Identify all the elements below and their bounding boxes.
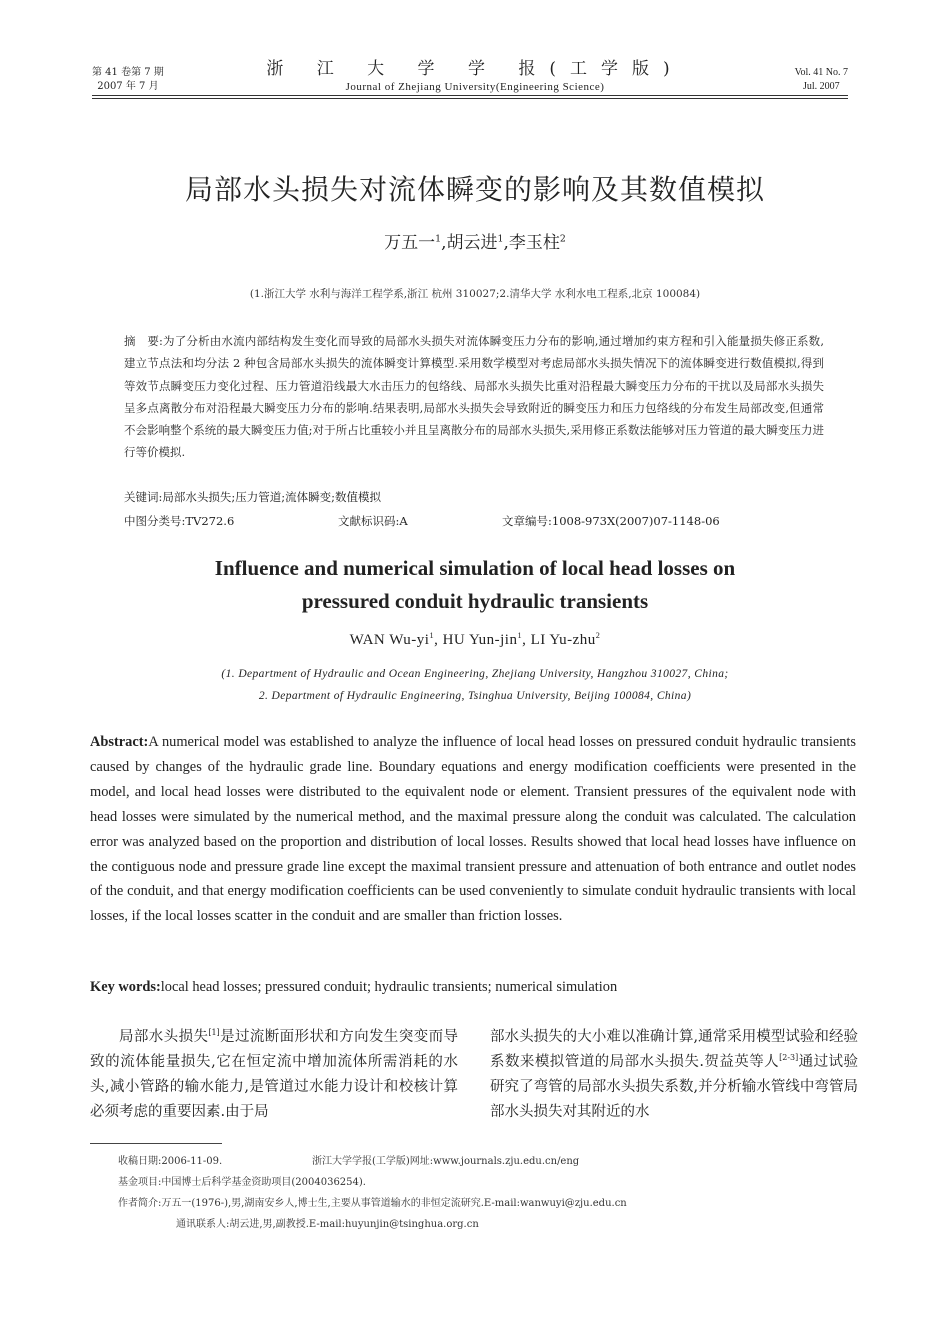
- abstract-en: [90, 730, 856, 929]
- affiliation-en: [0, 663, 950, 707]
- header-date-en: Jul. 2007: [802, 81, 840, 92]
- author-affil-mark: 2: [559, 233, 566, 245]
- paper-title-en-line: pressured conduit hydraulic transients: [301, 589, 649, 613]
- keywords-label-en: Key words:: [90, 979, 161, 995]
- header-volume-issue: [92, 66, 164, 94]
- author-affil-mark: 2: [595, 631, 601, 640]
- citation-ref: [2-3]: [779, 1053, 799, 1063]
- author-name-en: WAN Wu-yi: [349, 632, 430, 648]
- paper-title-en: [120, 552, 830, 618]
- footnote-corresponding: 通讯联系人:胡云进,男,副教授.E-mail:huyunjin@tsinghua.org.cn: [176, 1219, 479, 1230]
- header-volume-en: [795, 66, 848, 94]
- keywords-cn: [124, 489, 824, 505]
- author-name: 李玉柱: [508, 233, 560, 253]
- author-affil-mark: 1: [429, 631, 435, 640]
- author-affil-mark: 1: [517, 631, 523, 640]
- header-rule-top: [92, 95, 848, 96]
- journal-name-en: Journal of Zhejiang University(Engineering Science): [345, 81, 605, 93]
- body-column-left: [90, 1025, 458, 1125]
- header-rule-bottom: [92, 98, 848, 99]
- body-text: 局部水头损失: [119, 1029, 209, 1045]
- keywords-en: [90, 979, 856, 996]
- journal-masthead: [260, 58, 690, 94]
- body-text: 通过试验研究了弯管的局部水头损失系数,并分析输水管线中弯管局部水头损失对其附近的水: [490, 1054, 859, 1120]
- header-volume-cn: 第 41 卷第 7 期: [92, 67, 164, 78]
- author-affil-mark: 1: [435, 233, 442, 245]
- author-name-en: LI Yu-zhu: [530, 632, 596, 648]
- affiliation-en-line: 2. Department of Hydraulic Engineering, Tsinghua University, Beijing 100084, China): [258, 690, 692, 702]
- body-text: 是过流断面形状和方向发生突变而导致的流体能量损失,它在恒定流中增加流体所需消耗的水头,减小管路的输水能力,是管道过水能力设计和校核计算必须考虑的重要因素.由于局: [90, 1029, 459, 1120]
- header-volume-number: Vol. 41 No. 7: [794, 67, 848, 78]
- keywords-text-en: local head losses; pressured conduit; hydraulic transients; numerical simulation: [160, 979, 618, 995]
- abstract-cn: [124, 330, 824, 464]
- document-code: 文献标识码:A: [338, 514, 408, 528]
- author-name: 胡云进: [446, 233, 498, 253]
- footnote-rule: [90, 1143, 222, 1144]
- citation-ref: [1]: [208, 1028, 220, 1038]
- abstract-text-cn: 为了分析由水流内部结构发生变化而导致的局部水头损失对流体瞬变压力分布的影响,通过增加约束方程和引入能量损失修正系数,建立节点法和均分法 2 种包含局部水头损失的流体瞬变计算模型.采用数学模型对考虑局部水头损失情况下的流体瞬变进行数值模拟,得到等效节点瞬变压力变化过程、压力管道沿线最大水击压力的包络线、局部水头损失比重对沿程最大瞬变压力分布的干扰以及局部水头损失呈多点离散分布对沿程最大瞬变压力分布的影响.结果表明,局部水头损失会导致附近的瞬变压力和压力包络线的分布发生局部改变,但通常不会影响整个系统的最大瞬变压力值;对于所占比重较小并且呈离散分布的局部水头损失,采用修正系数法能够对压力管道的最大瞬变压力进行等价模拟.: [124, 334, 825, 460]
- footnote-website: 浙江大学学报(工学版)网址:www.journals.zju.edu.cn/eng: [312, 1156, 580, 1167]
- keywords-label-cn: 关键词:: [124, 490, 163, 504]
- abstract-label-en: Abstract:: [90, 734, 149, 750]
- abstract-text-en: A numerical model was established to analyze the influence of local head losses on pressured conduit hydraulic transients caused by changes of the hydraulic grade line. Boundary equations and energy modification coefficients were presented in the model, and local head losses were distributed to the equivalent node or element. Transient pressures of the equivalent node with head losses were simulated by the numerical method, and the maximal pressure along the conduit was calculated. The calculation error was analyzed based on the proportion and distribution of local losses. Results showed that local head losses have influence on the contiguous node and pressure grade line except the maximal transient pressure and attenuation of both entrance and outlet nodes of the conduit, and that energy modification coefficients can be used conveniently to simulate conduit hydraulic transients with local losses, if the local losses scatter in the conduit and are smaller than friction losses.: [90, 734, 856, 925]
- journal-name-cn: 浙 江 大 学 学 报(工学版): [266, 59, 684, 79]
- authors-en: WAN $Wu-yi^1$, HU Yun-jin$^1$, LI Yu-zhu$^2$: [349, 631, 601, 648]
- affiliation-cn: (1.浙江大学 水利与海洋工程学系,浙江 杭州 310027;2.清华大学 水利水电工程系,北京 100084): [249, 288, 701, 300]
- footnote-author-bio: 作者简介:万五一(1976-),男,湖南安乡人,博士生,主要从事管道输水的非恒定流研究.E-mail:wanwuyi@zju.edu.cn: [118, 1198, 627, 1209]
- author-affil-mark: 1: [497, 233, 504, 245]
- clc-number: 中图分类号:TV272.6: [124, 514, 235, 528]
- header-date-cn: 2007 年 7 月: [97, 81, 159, 92]
- body-text: 部水头损失的大小难以准确计算,通常采用模型试验和经验系数来模拟管道的局部水头损失.贺益英等人: [490, 1029, 858, 1070]
- abstract-label-cn: 摘 要:: [124, 334, 163, 348]
- paper-title-en-line: Influence and numerical simulation of local head losses on: [214, 556, 736, 580]
- author-name-en: HU Yun-jin: [442, 632, 518, 648]
- footnote-received: 收稿日期:2006-11-09.: [118, 1156, 223, 1167]
- paper-title-cn: 局部水头损失对流体瞬变的影响及其数值模拟: [184, 173, 765, 206]
- affiliation-en-line: (1. Department of Hydraulic and Ocean Engineering, Zhejiang University, Hangzhou 310027, China;: [221, 668, 729, 680]
- body-column-right: [490, 1025, 858, 1125]
- footnote-fund: 基金项目:中国博士后科学基金资助项目(2004036254).: [118, 1177, 366, 1188]
- author-name: 万五一: [384, 233, 436, 253]
- article-number: 文章编号:1008-973X(2007)07-1148-06: [502, 514, 720, 528]
- keywords-text-cn: 局部水头损失;压力管道;流体瞬变;数值模拟: [162, 490, 381, 504]
- authors-cn: 万五一$^1$,胡云进$^1$,李玉柱$^2$: [384, 233, 566, 253]
